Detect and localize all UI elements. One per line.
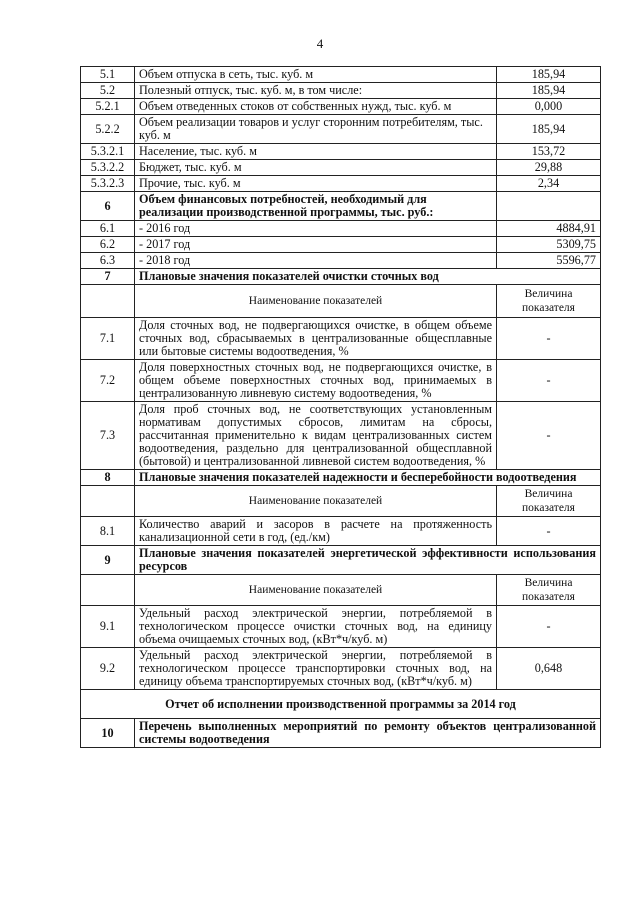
section-heading-row — [81, 470, 601, 486]
page-number: 4 — [316, 36, 324, 51]
row-number: 5.2.2 — [81, 115, 135, 144]
row-value: - — [497, 606, 601, 648]
row-number: 6.2 — [81, 237, 135, 253]
section-title: Плановые значения показателей надежности и бесперебойности водоотведения — [135, 470, 601, 486]
row-text: Объем отпуска в сеть, тыс. куб. м — [135, 67, 497, 83]
row-value: - — [497, 318, 601, 360]
row-number: 7.1 — [81, 318, 135, 360]
row-text: Бюджет, тыс. куб. м — [135, 160, 497, 176]
table-row — [81, 402, 601, 470]
row-value: 2,34 — [497, 176, 601, 192]
empty-cell — [81, 575, 135, 606]
section-number: 6 — [81, 192, 135, 221]
table-row — [81, 115, 601, 144]
indicator-value-header: Величина показателя — [497, 285, 601, 318]
row-text: - 2017 год — [135, 237, 497, 253]
row-number: 5.3.2.3 — [81, 176, 135, 192]
indicator-header-row — [81, 285, 601, 318]
table-row — [81, 606, 601, 648]
empty-cell — [497, 192, 601, 221]
row-number: 5.1 — [81, 67, 135, 83]
row-value: - — [497, 517, 601, 546]
section-number: 9 — [81, 546, 135, 575]
indicator-name-header: Наименование показателей — [135, 285, 497, 318]
row-value: 29,88 — [497, 160, 601, 176]
row-value: 153,72 — [497, 144, 601, 160]
section-heading-row — [81, 192, 601, 221]
row-value: 5309,75 — [497, 237, 601, 253]
indicator-header-row — [81, 575, 601, 606]
table-row — [81, 67, 601, 83]
section-title: Объем финансовых потребностей, необходимый для реализации производственной программы, тыс. руб.: — [135, 192, 497, 221]
table-row — [81, 318, 601, 360]
section-number: 10 — [81, 719, 135, 748]
indicator-name-header: Наименование показателей — [135, 575, 497, 606]
row-number: 6.1 — [81, 221, 135, 237]
report-title: Отчет об исполнении производственной программы за 2014 год — [81, 690, 601, 719]
row-value: - — [497, 402, 601, 470]
row-number: 7.3 — [81, 402, 135, 470]
row-text: - 2018 год — [135, 253, 497, 269]
row-number: 5.2.1 — [81, 99, 135, 115]
table-row — [81, 360, 601, 402]
table-row — [81, 237, 601, 253]
report-heading-row — [81, 690, 601, 719]
row-text: Объем реализации товаров и услуг сторонним потребителям, тыс. куб. м — [135, 115, 497, 144]
indicator-header-row — [81, 486, 601, 517]
row-value: 185,94 — [497, 67, 601, 83]
program-table — [80, 66, 601, 748]
table-row — [81, 83, 601, 99]
row-value: 185,94 — [497, 83, 601, 99]
row-text: - 2016 год — [135, 221, 497, 237]
row-value: 185,94 — [497, 115, 601, 144]
row-number: 9.2 — [81, 648, 135, 690]
row-text: Доля сточных вод, не подвергающихся очистке, в общем объеме сточных вод, сбрасываемых в централизованные общесплавные или бытовые системы водоотведения, % — [135, 318, 497, 360]
row-number: 5.3.2.2 — [81, 160, 135, 176]
row-text: Население, тыс. куб. м — [135, 144, 497, 160]
row-value: 0,000 — [497, 99, 601, 115]
table-row — [81, 648, 601, 690]
indicator-name-header: Наименование показателей — [135, 486, 497, 517]
section-heading-row — [81, 546, 601, 575]
row-number: 5.2 — [81, 83, 135, 99]
section-title: Плановые значения показателей энергетической эффективности использования ресурсов — [135, 546, 601, 575]
row-number: 6.3 — [81, 253, 135, 269]
row-number: 7.2 — [81, 360, 135, 402]
table-row — [81, 176, 601, 192]
row-text: Доля проб сточных вод, не соответствующих установленным нормативам допустимых сбросов, лимитам на сбросы, рассчитанная применительно к видам централизованных систем водоотведения, раздельно для централизованной общесплавной (бытовой) и централизованной ливневой систем водоотведения, % — [135, 402, 497, 470]
section-number: 8 — [81, 470, 135, 486]
section-title: Перечень выполненных мероприятий по ремонту объектов централизованной системы водоотведения — [135, 719, 601, 748]
table-row — [81, 160, 601, 176]
row-value: 0,648 — [497, 648, 601, 690]
table-row — [81, 221, 601, 237]
table-row — [81, 253, 601, 269]
row-number: 8.1 — [81, 517, 135, 546]
section-heading-row — [81, 269, 601, 285]
indicator-value-header: Величина показателя — [497, 486, 601, 517]
row-number: 9.1 — [81, 606, 135, 648]
row-text: Количество аварий и засоров в расчете на протяженность канализационной сети в год, (ед./км) — [135, 517, 497, 546]
row-text: Доля поверхностных сточных вод, не подвергающихся очистке, в общем объеме поверхностных сточных вод, принимаемых в централизованную ливневую систему водоотведения, % — [135, 360, 497, 402]
row-text: Полезный отпуск, тыс. куб. м, в том числе: — [135, 83, 497, 99]
section-number: 7 — [81, 269, 135, 285]
row-text: Прочие, тыс. куб. м — [135, 176, 497, 192]
section-title: Плановые значения показателей очистки сточных вод — [135, 269, 601, 285]
row-text: Удельный расход электрической энергии, потребляемой в технологическом процессе транспортировки сточных вод, на единицу объема транспортируемых сточных вод, (кВт*ч/куб. м) — [135, 648, 497, 690]
row-number: 5.3.2.1 — [81, 144, 135, 160]
row-text: Удельный расход электрической энергии, потребляемой в технологическом процессе очистки сточных вод, на единицу объема очищаемых сточных вод, (кВт*ч/куб. м) — [135, 606, 497, 648]
row-value: 4884,91 — [497, 221, 601, 237]
section-heading-row — [81, 719, 601, 748]
row-text: Объем отведенных стоков от собственных нужд, тыс. куб. м — [135, 99, 497, 115]
empty-cell — [81, 285, 135, 318]
row-value: 5596,77 — [497, 253, 601, 269]
table-row — [81, 517, 601, 546]
indicator-value-header: Величина показателя — [497, 575, 601, 606]
table-row — [81, 99, 601, 115]
table-row — [81, 144, 601, 160]
empty-cell — [81, 486, 135, 517]
row-value: - — [497, 360, 601, 402]
